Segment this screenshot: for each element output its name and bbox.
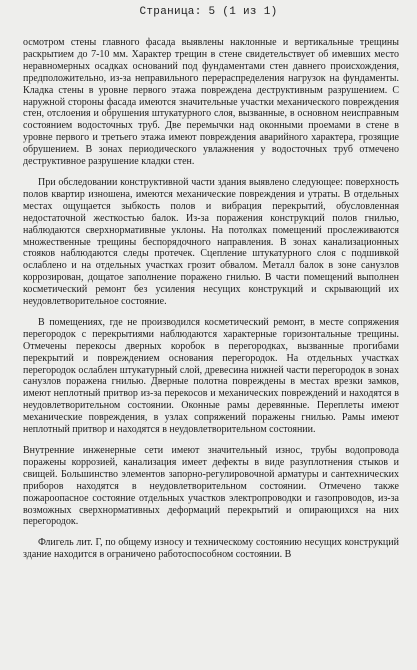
paragraph-floors-ceilings: При обследовании конструктивной части здания выявлено следующее: поверхность полов квартир изношена, имеются механические повреждения и утраты. В отдельных местах ощущается зыбкость полов и вибрация перекрытий, обусловленная недостаточной жесткостью балок. Из-за поражения конструкций полов гнилью, наблюдаются сверхнормативные уклоны. На потолках помещений прослеживаются множественные трещины беспорядочного направления. В зонах канализационных стояков наблюдаются следы протечек. Сцепление штукатурного слоя с подшивкой ослаблено и на отдельных участках грозит обвалом. Металл балок в зоне санузлов коррозирован, дощатое заполнение поражено гнилью. В части помещений выполнен косметический ремонт без усиления несущих конструкций и скрывающий их неудовлетворительное состояние.	[23, 176, 399, 308]
paragraph-engineering-networks: Внутренние инженерные сети имеют значительный износ, трубы водопровода поражены коррозией, канализация имеет дефекты в виде разуплотнения стыков и свищей. Большинство элементов запорно-регулировочной арматуры и сантехнических приборов находятся в неудовлетворительном состоянии. Отмечено также пожароопасное состояние отдельных участков электропроводки и газопроводов, из-за возможных сверхнормативных деформаций перекрытий и опирающихся на них перегородок.	[23, 445, 399, 528]
page-number-header: Страница: 5 (1 из 1)	[139, 6, 278, 18]
document-body	[23, 37, 399, 564]
paragraph-partitions-windows: В помещениях, где не производился косметический ремонт, в месте сопряжения перегородок с перекрытиями наблюдаются характерные горизонтальные трещины. Отмечены перекосы дверных коробок в перегородках, вызванные прогибами перекрытий и повреждением основания перегородок. На отдельных участках перегородок ослаблен штукатурный слой, древесина нижней части перегородок в зонах санузлов поражена гнилью. Дверные полотна повреждены в местах врезки замков, имеют неплотный притвор из-за перекосов и механических повреждений и находятся в неудовлетворительном состоянии. Оконные рамы деревянные. Переплеты имеют механические повреждения, в узлах сопряжений поражены гнилью. Рамы имеют неплотный притвор и находятся в неудовлетворительном состоянии.	[23, 316, 399, 436]
paragraph-wing-lit-g: Флигель лит. Г, по общему износу и техническому состоянию несущих конструкций здание находится в ограничено работоспособном состоянии. В	[23, 537, 399, 561]
paragraph-facade-cracks: осмотром стены главного фасада выявлены наклонные и вертикальные трещины раскрытием до 7-10 мм. Характер трещин в стене свидетельствует об имевших место неравномерных осадках оснований под фундаментами стен давнего происхождения, предположительно, из-за неправильного перераспределения нагрузок на фундаменты. Кладка стены в уровне первого этажа повреждена деструктивным разрушением. С наружной стороны фасада имеются значительные участки механического повреждения стен, отслоения и обрушения штукатурного слоя, вызванные, в основном неисправным состоянием водосточных труб. Две перемычки над оконными проемами в стене в уровне первого и третьего этажа имеют повреждения аварийного характера, грозящие обрушением. В зонах периодического увлажнения у водосточных труб отмечено деструктивное разрушение кладки стен.	[23, 37, 399, 168]
